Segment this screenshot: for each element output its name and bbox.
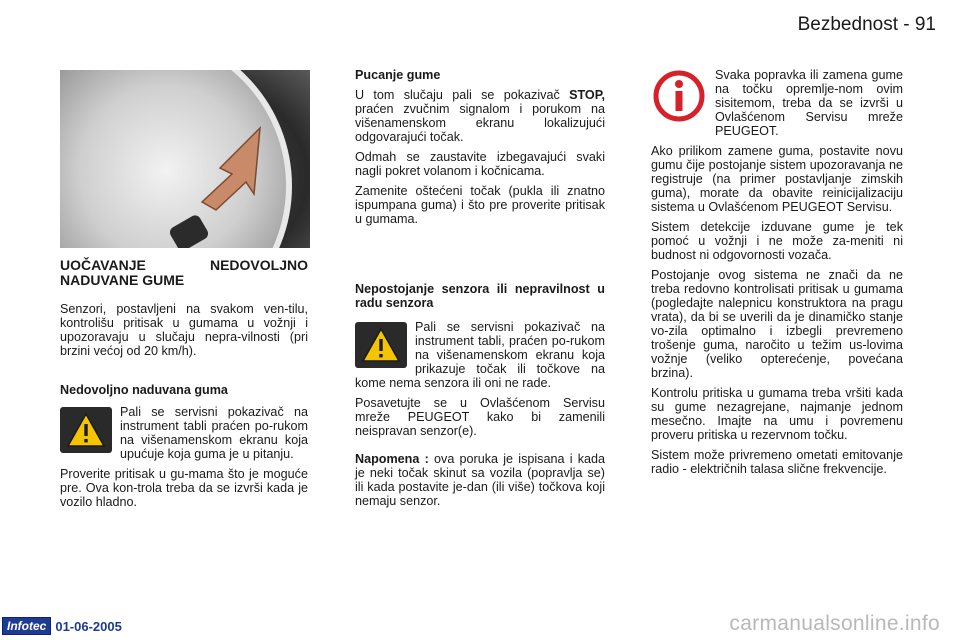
watermark: carmanualsonline.info	[729, 612, 940, 635]
sensor-warning-text: Pali se servisni pokazivač na instrument tabli, praćen po-rukom na višenamenskom ekranu koja prikazuje točak ili točkove na kome nema senzora ili oni ne rade.	[355, 320, 605, 390]
puncture-p1-prefix: U tom slučaju pali se pokazivač	[355, 88, 560, 102]
info-icon	[651, 68, 707, 124]
puncture-paragraph-3: Zamenite oštećeni točak (pukla ili znatno ispumpana guma) i što pre proverite pritisak u gumama.	[355, 184, 605, 226]
note-text: ova poruka je ispisana i kada je neki točak skinut sa vozila (popravlja se) ili kada postavite je-dan (ili više) točkova koji nemaju senzor.	[355, 452, 606, 508]
intro-paragraph: Senzori, postavljeni na svakom ven-tilu, kontrolišu pritisak u gumama u vožnji i upozoravaju u slučaju nepra-vilnosti (pri brzini većoj od 20 km/h).	[60, 302, 308, 358]
warning-triangle-icon	[355, 322, 407, 368]
column-3	[651, 68, 903, 482]
paragraph-6: Sistem može privremeno ometati emitovanje radio - električnih talasa slične frekvencije.	[651, 448, 903, 476]
puncture-paragraph-2: Odmah se zaustavite izbegavajući svaki nagli pokret volanom i kočnicama.	[355, 150, 605, 178]
warning-triangle-icon	[60, 407, 112, 453]
puncture-title: Pucanje gume	[355, 68, 441, 82]
footer-date: 01-06-2005	[55, 618, 122, 634]
footer	[2, 618, 122, 634]
info-paragraph-1: Svaka popravka ili zamena gume na točku opremlje-nom ovim sisitemom, treba da se izvrši u Ovlašćenom Servisu mreže PEUGEOT.	[715, 68, 903, 138]
paragraph-3: Sistem detekcije izduvane gume je tek pomoć u vožnji i ne može za-meniti ni budnost ni odgovornosti vozača.	[651, 220, 903, 262]
column-1	[60, 258, 308, 364]
underinflated-title: Nedovoljno naduvana guma	[60, 383, 228, 397]
underinflated-warning-text: Pali se servisni pokazivač na instrument tabli praćen po-rukom na višenamenskom ekranu koja upućuje koja guma je u pitanju.	[120, 405, 308, 461]
column-2-top	[355, 68, 605, 232]
note-paragraph	[355, 452, 605, 508]
sensor-fault-title: Nepostojanje senzora ili nepravilnost u radu senzora	[355, 282, 605, 310]
column-2-bottom	[355, 282, 605, 514]
check-pressure-text: Proverite pritisak u gu-mama što je moguće pre. Ova kon-trola treba da se izvrši kada je vozilo hladno.	[60, 467, 308, 509]
page-header: Bezbednost - 91	[797, 14, 936, 35]
note-label: Napomena :	[355, 452, 429, 466]
puncture-paragraph-1	[355, 88, 605, 144]
paragraph-5: Kontrolu pritiska u gumama treba vršiti kada su gume nezagrejane, najmanje jednom mesečno. Imajte na umu i povremenu proveru pritiska u rezervnom točku.	[651, 386, 903, 442]
puncture-p1-suffix: praćen zvučnim signalom i porukom na višenamenskom ekranu lokalizujući odgovarajući točak.	[355, 102, 605, 144]
section-title-underinflation: UOČAVANJE NEDOVOLJNO NADUVANE GUME	[60, 257, 308, 288]
pointer-arrow-icon	[60, 70, 310, 248]
stop-label: STOP,	[569, 88, 605, 102]
tire-valve-photo	[60, 70, 310, 248]
paragraph-4: Postojanje ovog sistema ne znači da ne treba redovno kontrolisati pritisak u gumama (pogledajte nalepnicu konstruktora na pragu vrata), da bi se uverili da je dinamičko stanje vo-zila optimalno i izbegli prevremeno trošenje guma, naročito u težim us-lovima vožnje (veliko opterećenje, povećana brzina).	[651, 268, 903, 380]
info-paragraph-2: Ako prilikom zamene guma, postavite novu gumu čije postojanje sistem upozoravanja ne registruje (na primer postavljanje zimskih guma), morate da obavite reinicijalizaciju sistema u Ovlašćenom PEUGEOT Servisu.	[651, 144, 903, 214]
infotec-logo: Infotec	[2, 617, 51, 635]
sensor-advice-text: Posavetujte se u Ovlašćenom Servisu mreže PEUGEOT kako bi zamenili neispravan senzor(e).	[355, 396, 605, 438]
underinflated-section	[60, 383, 308, 515]
